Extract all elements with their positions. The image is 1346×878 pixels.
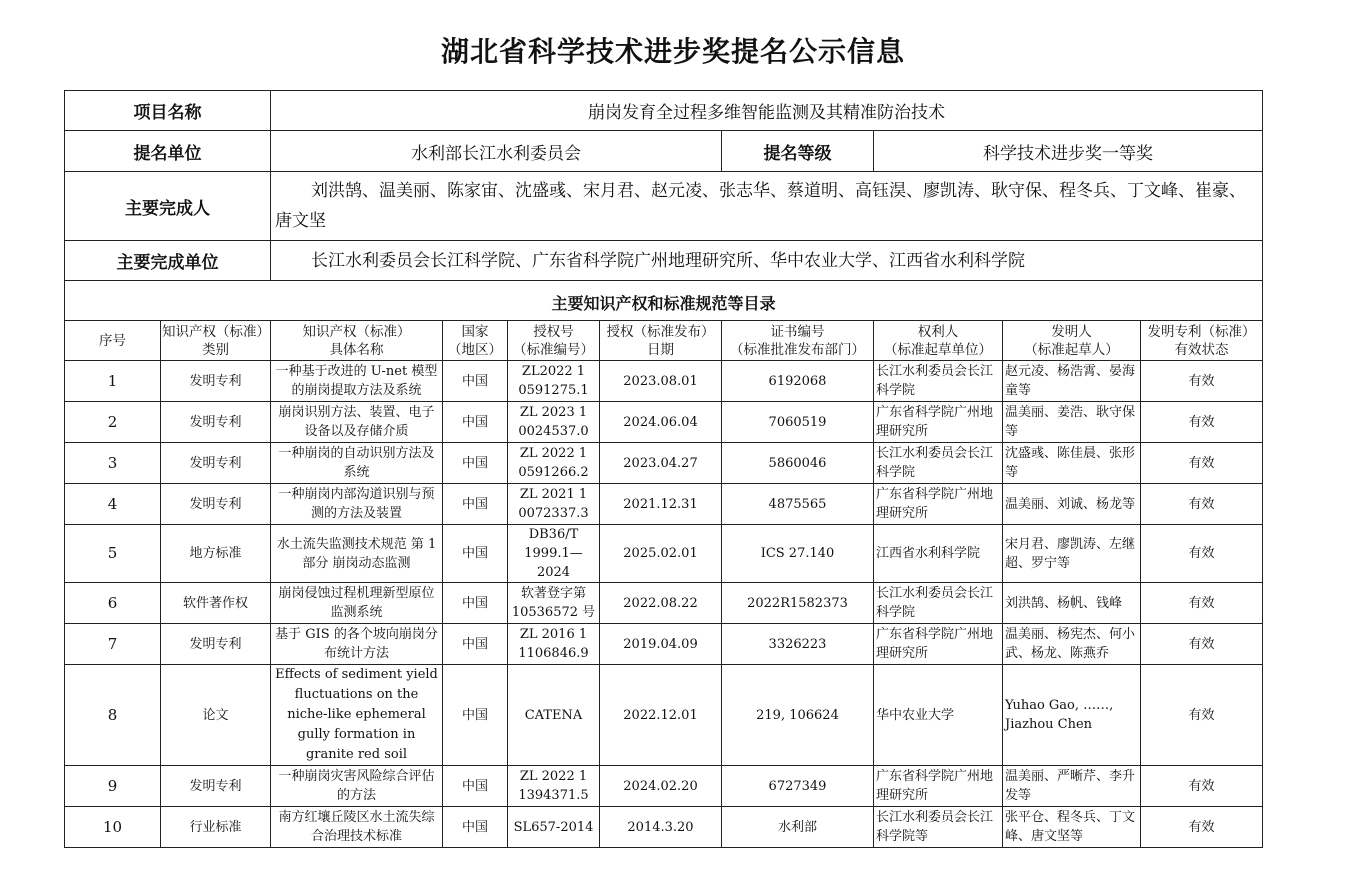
cell-country: 中国 <box>443 402 508 443</box>
project-name-value: 崩岗发育全过程多维智能监测及其精准防治技术 <box>271 91 1263 131</box>
people-label: 主要完成人 <box>65 172 271 241</box>
cell-date: 2022.08.22 <box>600 583 722 624</box>
cell-owner: 长江水利委员会长江科学院 <box>874 361 1003 402</box>
cell-no: 8 <box>65 665 161 766</box>
cell-inventor: 赵元凌、杨浩霄、晏海童等 <box>1003 361 1141 402</box>
cell-country: 中国 <box>443 484 508 525</box>
table-row <box>65 361 1263 402</box>
ip-title-row <box>65 281 1263 321</box>
cell-country: 中国 <box>443 807 508 848</box>
header-type <box>161 321 271 361</box>
cell-grant: ZL 2021 1 0072337.3 <box>508 484 600 525</box>
header-name-line2: 具体名称 <box>329 341 384 358</box>
cell-date: 2024.02.20 <box>600 766 722 807</box>
units-value: 长江水利委员会长江科学院、广东省科学院广州地理研究所、华中农业大学、江西省水利科学院 <box>271 241 1263 281</box>
header-grant <box>508 321 600 361</box>
cell-status: 有效 <box>1141 807 1263 848</box>
cell-type: 论文 <box>161 665 271 766</box>
cell-status: 有效 <box>1141 484 1263 525</box>
ip-section-title: 主要知识产权和标准规范等目录 <box>65 281 1263 321</box>
project-name-row <box>65 91 1263 131</box>
cell-name: 一种崩岗内部沟道识别与预测的方法及装置 <box>271 484 443 525</box>
cell-type: 地方标准 <box>161 525 271 583</box>
cell-owner: 广东省科学院广州地理研究所 <box>874 484 1003 525</box>
cell-type: 发明专利 <box>161 624 271 665</box>
cell-owner: 长江水利委员会长江科学院 <box>874 443 1003 484</box>
cell-owner: 华中农业大学 <box>874 665 1003 766</box>
cell-name: 一种崩岗灾害风险综合评估的方法 <box>271 766 443 807</box>
cell-cert: 5860046 <box>722 443 874 484</box>
header-date-line2: 日期 <box>647 341 674 358</box>
header-date <box>600 321 722 361</box>
header-date-line1: 授权（标准发布） <box>606 323 715 340</box>
cell-cert: 水利部 <box>722 807 874 848</box>
cell-date: 2019.04.09 <box>600 624 722 665</box>
cell-cert: 4875565 <box>722 484 874 525</box>
cell-country: 中国 <box>443 665 508 766</box>
table-row <box>65 525 1263 583</box>
cell-cert: 219, 106624 <box>722 665 874 766</box>
cell-country: 中国 <box>443 443 508 484</box>
cell-inventor: Yuhao Gao, ……, Jiazhou Chen <box>1003 665 1141 766</box>
cell-cert: ICS 27.140 <box>722 525 874 583</box>
cell-inventor: 刘洪鹄、杨帆、钱峰 <box>1003 583 1141 624</box>
header-type-line1: 知识产权（标准） <box>162 323 270 340</box>
cell-status: 有效 <box>1141 402 1263 443</box>
header-cert-line1: 证书编号 <box>770 323 825 340</box>
cell-date: 2023.04.27 <box>600 443 722 484</box>
cell-status: 有效 <box>1141 766 1263 807</box>
cell-type: 软件著作权 <box>161 583 271 624</box>
cell-name: Effects of sediment yield fluctuations on the niche-like ephemeral gully formation in granite red soil <box>271 665 443 766</box>
cell-type: 发明专利 <box>161 484 271 525</box>
cell-no: 3 <box>65 443 161 484</box>
cell-no: 4 <box>65 484 161 525</box>
cell-date: 2024.06.04 <box>600 402 722 443</box>
cell-inventor: 温美丽、严晰芹、李升发等 <box>1003 766 1141 807</box>
cell-status: 有效 <box>1141 361 1263 402</box>
cell-name: 水土流失监测技术规范 第 1 部分 崩岗动态监测 <box>271 525 443 583</box>
header-owner-line1: 权利人 <box>917 323 959 340</box>
cell-country: 中国 <box>443 766 508 807</box>
cell-inventor: 温美丽、杨宪杰、何小武、杨龙、陈燕乔 <box>1003 624 1141 665</box>
units-row <box>65 241 1263 281</box>
table-row <box>65 484 1263 525</box>
header-name-line1: 知识产权（标准） <box>302 323 411 340</box>
cell-inventor: 温美丽、姜浩、耿守保等 <box>1003 402 1141 443</box>
cell-country: 中国 <box>443 361 508 402</box>
table-row <box>65 624 1263 665</box>
cell-inventor: 张平仓、程冬兵、丁文峰、唐文坚等 <box>1003 807 1141 848</box>
cell-owner: 长江水利委员会长江科学院 <box>874 583 1003 624</box>
cell-inventor: 温美丽、刘诚、杨龙等 <box>1003 484 1141 525</box>
cell-grant: ZL 2022 1 1394371.5 <box>508 766 600 807</box>
cell-status: 有效 <box>1141 443 1263 484</box>
page-title: 湖北省科学技术进步奖提名公示信息 <box>440 35 905 68</box>
cell-no: 1 <box>65 361 161 402</box>
cell-no: 10 <box>65 807 161 848</box>
cell-type: 发明专利 <box>161 361 271 402</box>
cell-owner: 广东省科学院广州地理研究所 <box>874 766 1003 807</box>
header-no <box>65 321 161 361</box>
header-inventor-line1: 发明人 <box>1051 323 1092 340</box>
cell-country: 中国 <box>443 583 508 624</box>
people-value: 刘洪鹄、温美丽、陈家宙、沈盛彧、宋月君、赵元凌、张志华、蔡道明、高钰淏、廖凯涛、耿守保、程冬兵、丁文峰、崔豪、唐文坚 <box>271 172 1263 241</box>
cell-grant: DB36/T 1999.1—2024 <box>508 525 600 583</box>
cell-date: 2025.02.01 <box>600 525 722 583</box>
nominator-value: 水利部长江水利委员会 <box>271 131 722 172</box>
cell-type: 行业标准 <box>161 807 271 848</box>
cell-name: 崩岗识别方法、装置、电子设备以及存储介质 <box>271 402 443 443</box>
cell-no: 5 <box>65 525 161 583</box>
level-label: 提名等级 <box>722 131 874 172</box>
header-inventor-line2: （标准起草人） <box>1024 341 1119 358</box>
cell-owner: 广东省科学院广州地理研究所 <box>874 402 1003 443</box>
cell-type: 发明专利 <box>161 443 271 484</box>
header-type-line2: 类别 <box>202 341 229 358</box>
cell-no: 6 <box>65 583 161 624</box>
table-row <box>65 766 1263 807</box>
header-country-line2: （地区） <box>448 341 502 358</box>
cell-status: 有效 <box>1141 583 1263 624</box>
cell-name: 一种崩岗的自动识别方法及系统 <box>271 443 443 484</box>
cell-owner: 广东省科学院广州地理研究所 <box>874 624 1003 665</box>
cell-type: 发明专利 <box>161 766 271 807</box>
cell-grant: CATENA <box>508 665 600 766</box>
cell-grant: ZL 2016 1 1106846.9 <box>508 624 600 665</box>
nominator-row <box>65 131 1263 172</box>
cell-no: 2 <box>65 402 161 443</box>
nomination-table <box>64 90 1263 848</box>
cell-grant: ZL2022 1 0591275.1 <box>508 361 600 402</box>
cell-cert: 3326223 <box>722 624 874 665</box>
header-owner <box>874 321 1003 361</box>
cell-status: 有效 <box>1141 665 1263 766</box>
cell-date: 2021.12.31 <box>600 484 722 525</box>
cell-grant: ZL 2022 1 0591266.2 <box>508 443 600 484</box>
header-country-line1: 国家 <box>461 323 489 340</box>
level-value: 科学技术进步奖一等奖 <box>874 131 1263 172</box>
cell-owner: 江西省水利科学院 <box>874 525 1003 583</box>
header-status <box>1141 321 1263 361</box>
cell-status: 有效 <box>1141 525 1263 583</box>
cell-grant: SL657-2014 <box>508 807 600 848</box>
header-cert <box>722 321 874 361</box>
table-row <box>65 402 1263 443</box>
header-name <box>271 321 443 361</box>
table-row <box>65 583 1263 624</box>
nominator-label: 提名单位 <box>65 131 271 172</box>
header-inventor <box>1003 321 1141 361</box>
cell-name: 一种基于改进的 U-net 模型的崩岗提取方法及系统 <box>271 361 443 402</box>
cell-inventor: 沈盛彧、陈佳晨、张形等 <box>1003 443 1141 484</box>
cell-grant: ZL 2023 1 0024537.0 <box>508 402 600 443</box>
ip-header-row <box>65 321 1263 361</box>
cell-type: 发明专利 <box>161 402 271 443</box>
header-grant-line2: （标准编号） <box>513 341 594 358</box>
header-cert-line2: （标准批准发布部门） <box>730 341 865 358</box>
header-grant-line1: 授权号 <box>533 323 574 340</box>
cell-no: 9 <box>65 766 161 807</box>
cell-no: 7 <box>65 624 161 665</box>
cell-name: 崩岗侵蚀过程机理新型原位监测系统 <box>271 583 443 624</box>
table-row <box>65 665 1263 766</box>
header-no-text: 序号 <box>99 332 126 349</box>
header-owner-line2: （标准起草单位） <box>884 341 992 358</box>
cell-grant: 软著登字第 10536572 号 <box>508 583 600 624</box>
cell-cert: 2022R1582373 <box>722 583 874 624</box>
header-status-line2: 有效状态 <box>1174 341 1229 358</box>
cell-cert: 6192068 <box>722 361 874 402</box>
project-name-label: 项目名称 <box>65 91 271 131</box>
cell-name: 南方红壤丘陵区水土流失综合治理技术标准 <box>271 807 443 848</box>
cell-date: 2014.3.20 <box>600 807 722 848</box>
units-label: 主要完成单位 <box>65 241 271 281</box>
cell-cert: 7060519 <box>722 402 874 443</box>
cell-inventor: 宋月君、廖凯涛、左继超、罗宁等 <box>1003 525 1141 583</box>
cell-cert: 6727349 <box>722 766 874 807</box>
header-country <box>443 321 508 361</box>
cell-owner: 长江水利委员会长江科学院等 <box>874 807 1003 848</box>
cell-date: 2022.12.01 <box>600 665 722 766</box>
cell-status: 有效 <box>1141 624 1263 665</box>
table-row <box>65 443 1263 484</box>
cell-name: 基于 GIS 的各个坡向崩岗分布统计方法 <box>271 624 443 665</box>
table-row <box>65 807 1263 848</box>
cell-country: 中国 <box>443 624 508 665</box>
people-row <box>65 172 1263 241</box>
cell-date: 2023.08.01 <box>600 361 722 402</box>
cell-country: 中国 <box>443 525 508 583</box>
ip-rows <box>65 361 1263 848</box>
header-status-line1: 发明专利（标准） <box>1147 323 1256 340</box>
